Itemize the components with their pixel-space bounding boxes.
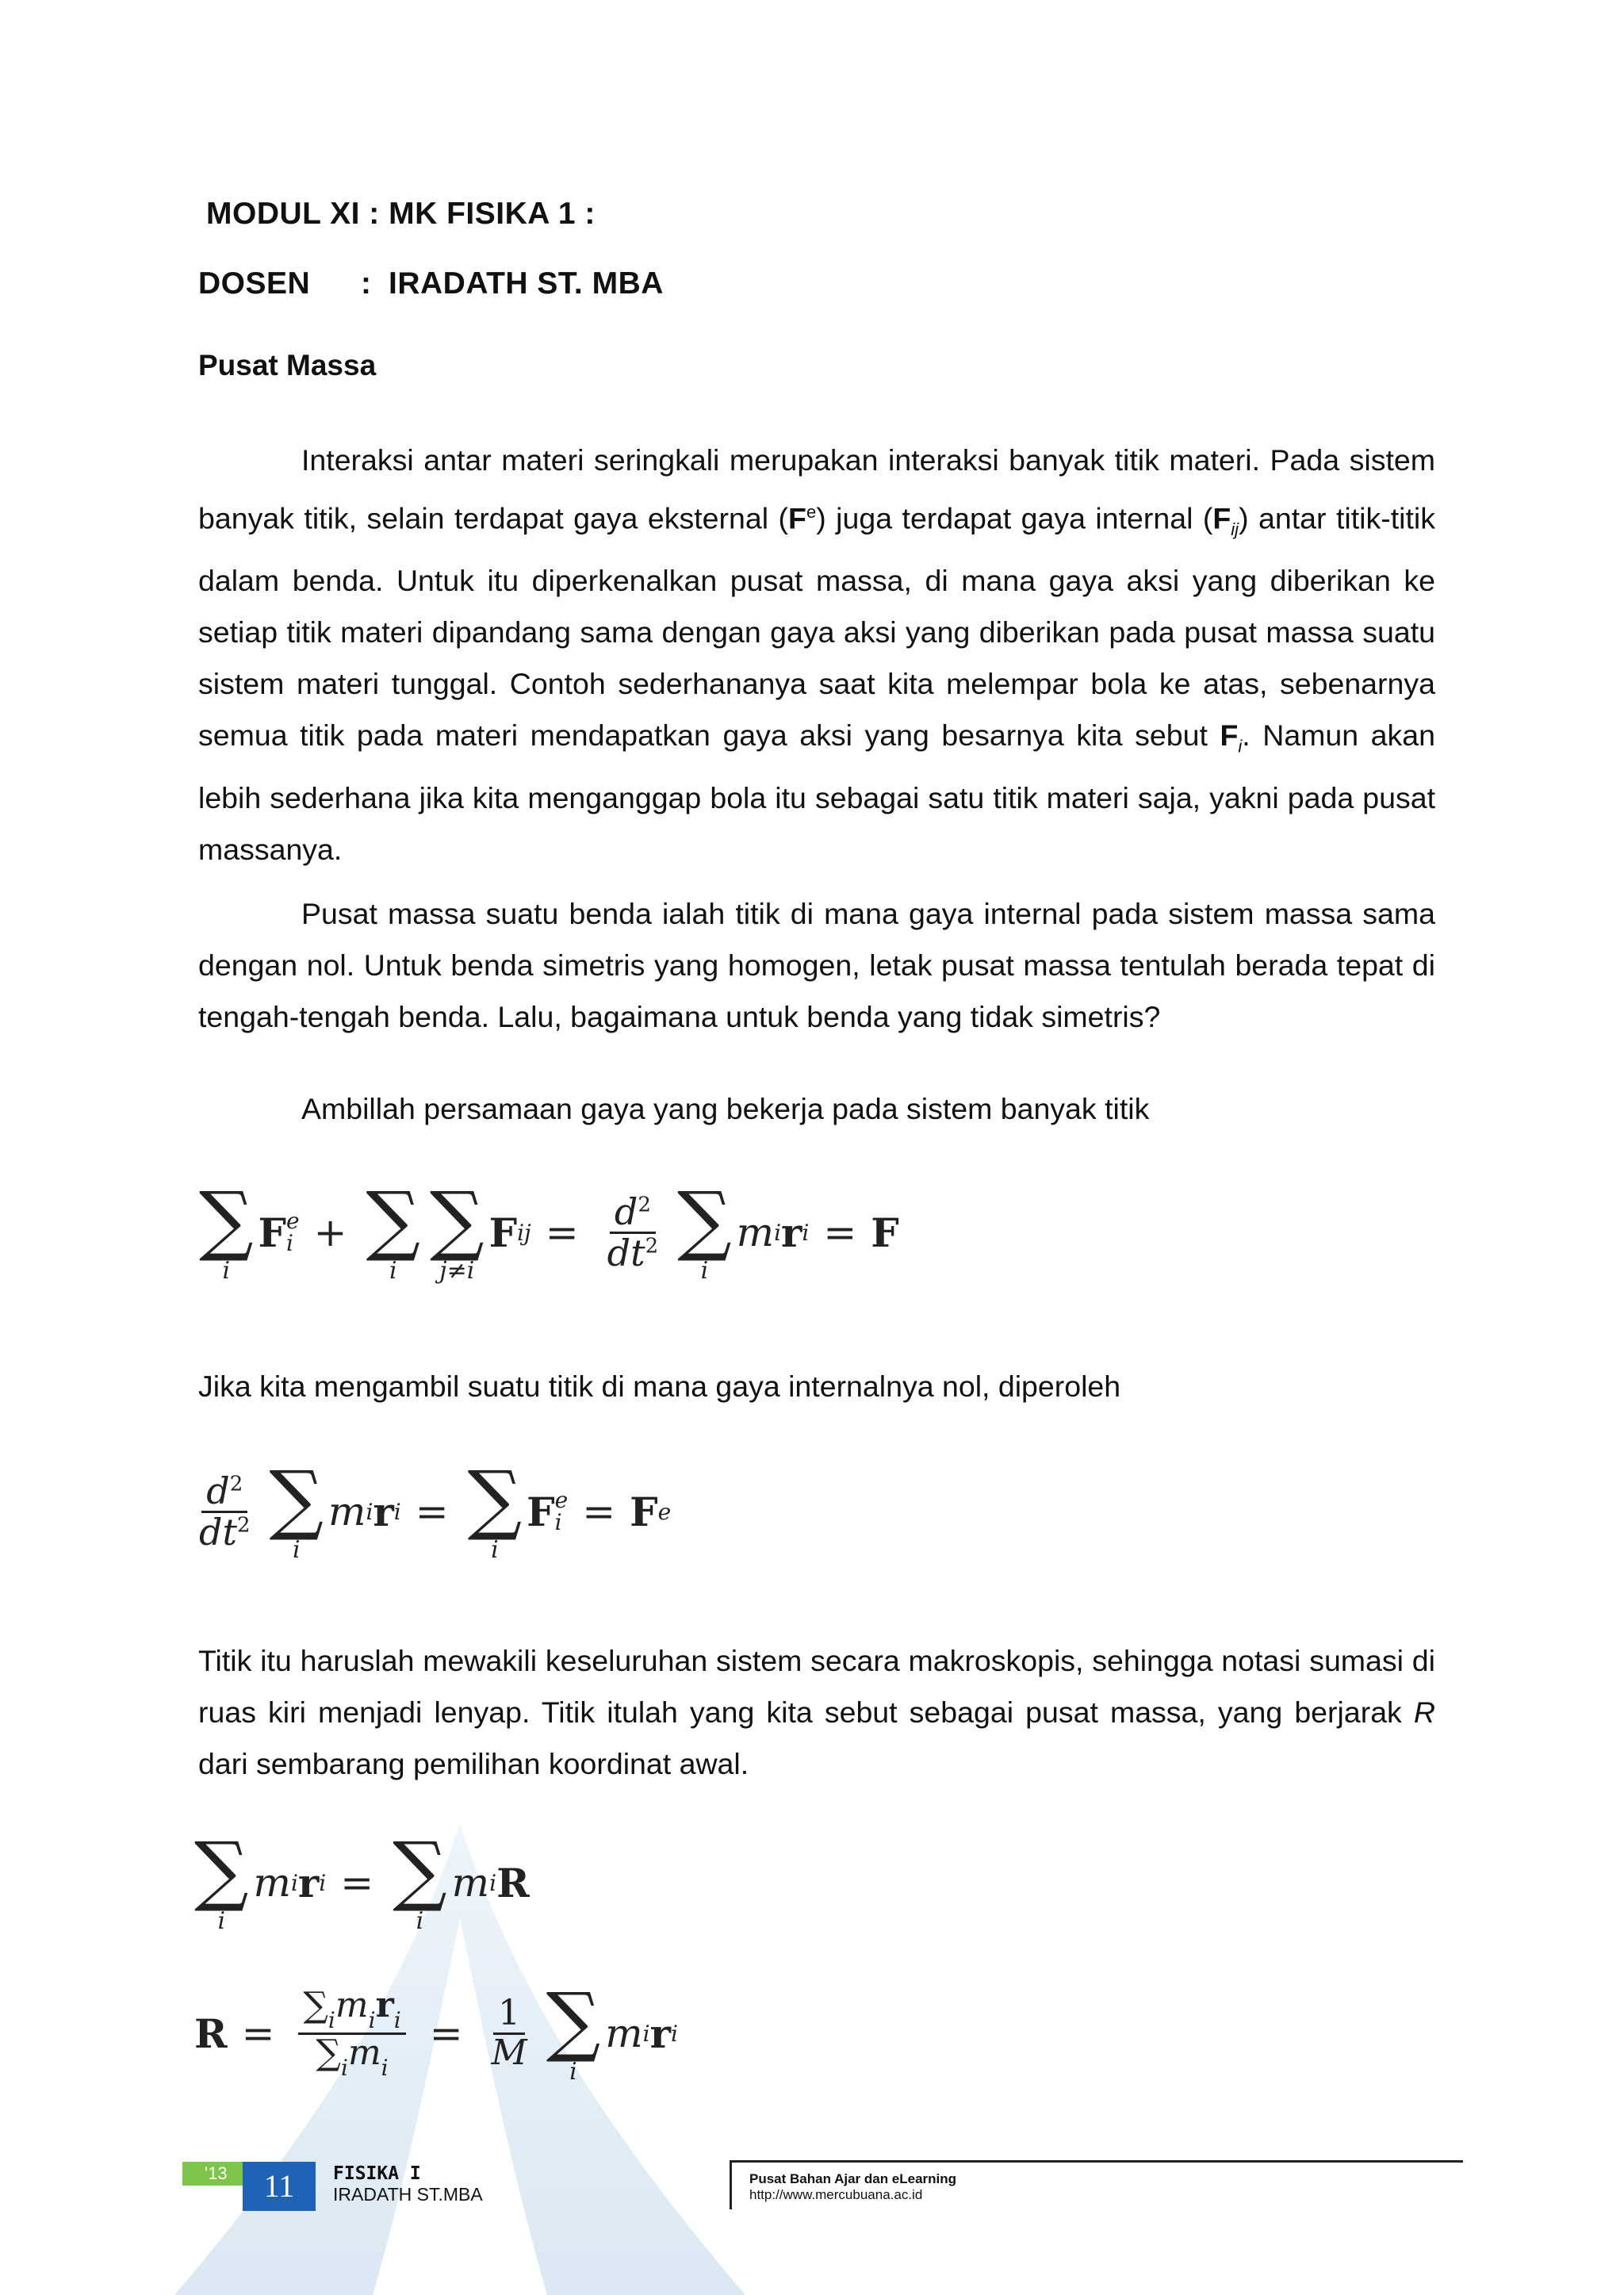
module-title: MODUL XI : MK FISIKA 1 : (206, 197, 596, 231)
section-title: Pusat Massa (198, 349, 377, 381)
equation-center-of-mass: R = $\frac{\sum_im_ir_i}{\sum_im_i}$ = $\frac{1}{M}$ ∑ i m i r i (194, 1976, 678, 2086)
footer-rule (730, 2160, 1463, 2163)
footer-divider (730, 2160, 732, 2209)
paragraph-4: Jika kita mengambil suatu titik di mana gaya internalnya nol, diperoleh (198, 1370, 1121, 1403)
equation-force-sum: ∑ i F e i + ∑ i ∑ j≠i F ij = $\frac{d^2}{dt^2}$ ∑ i m i r i = F (199, 1175, 899, 1285)
paragraph-3: Ambillah persamaan gaya yang bekerja pada sistem banyak titik (301, 1092, 1150, 1125)
paragraph-2: Pusat massa suatu benda ialah titik di mana gaya internal pada sistem massa sama dengan nol. Untuk benda simetris yang homogen, letak pusat massa tentulah berada tepat di tengah-tengah benda. Lalu, bagaimana untuk benda yang tidak simetris? (198, 897, 1435, 1033)
footer-url: http://www.mercubuana.ac.id (749, 2187, 923, 2202)
footer-author: IRADATH ST.MBA (333, 2184, 483, 2205)
lecturer-separator: : (361, 266, 372, 301)
footer-course: FISIKA I (333, 2163, 421, 2184)
lecturer-label: DOSEN (198, 266, 311, 301)
footer-organization: Pusat Bahan Ajar dan eLearning (749, 2171, 957, 2186)
page-year-tab: '13 (182, 2162, 243, 2186)
paragraph-5: Titik itu haruslah mewakili keseluruhan sistem secara makroskopis, sehingga notasi sumasi di ruas kiri menjadi lenyap. Titik itulah yang kita sebut sebagai pusat massa, yang berjarak R dari sembarang pemilihan koordinat awal. (198, 1644, 1435, 1780)
page-number: 11 (243, 2162, 316, 2211)
equation-mass-position: ∑ i m i r i = ∑ i m i R (194, 1826, 530, 1935)
equation-external-force: $\frac{d^2}{dt^2}$ ∑ i m i r i = ∑ i F e i = F e (199, 1454, 672, 1564)
paragraph-1: Interaksi antar materi seringkali merupakan interaksi banyak titik materi. Pada sistem banyak titik, selain terdapat gaya eksternal $(F^e)$ juga terdapat gaya internal $(F_{ij})$ antar titik-titik dalam benda. Untuk itu diperkenalkan pusat massa, di mana gaya aksi yang diberikan ke setiap titik materi dipandang sama dengan gaya aksi yang diberikan pada pusat massa suatu sistem materi tunggal. Contoh sederhananya saat kita melempar bola ke atas, sebenarnya semua titik pada materi mendapatkan gaya aksi yang besarnya kita sebut $F_i$. Namun akan lebih sederhana jika kita menganggap bola itu sebagai satu titik materi saja, yakni pada pusat massanya. (198, 443, 1435, 866)
lecturer-name: IRADATH ST. MBA (389, 266, 664, 301)
